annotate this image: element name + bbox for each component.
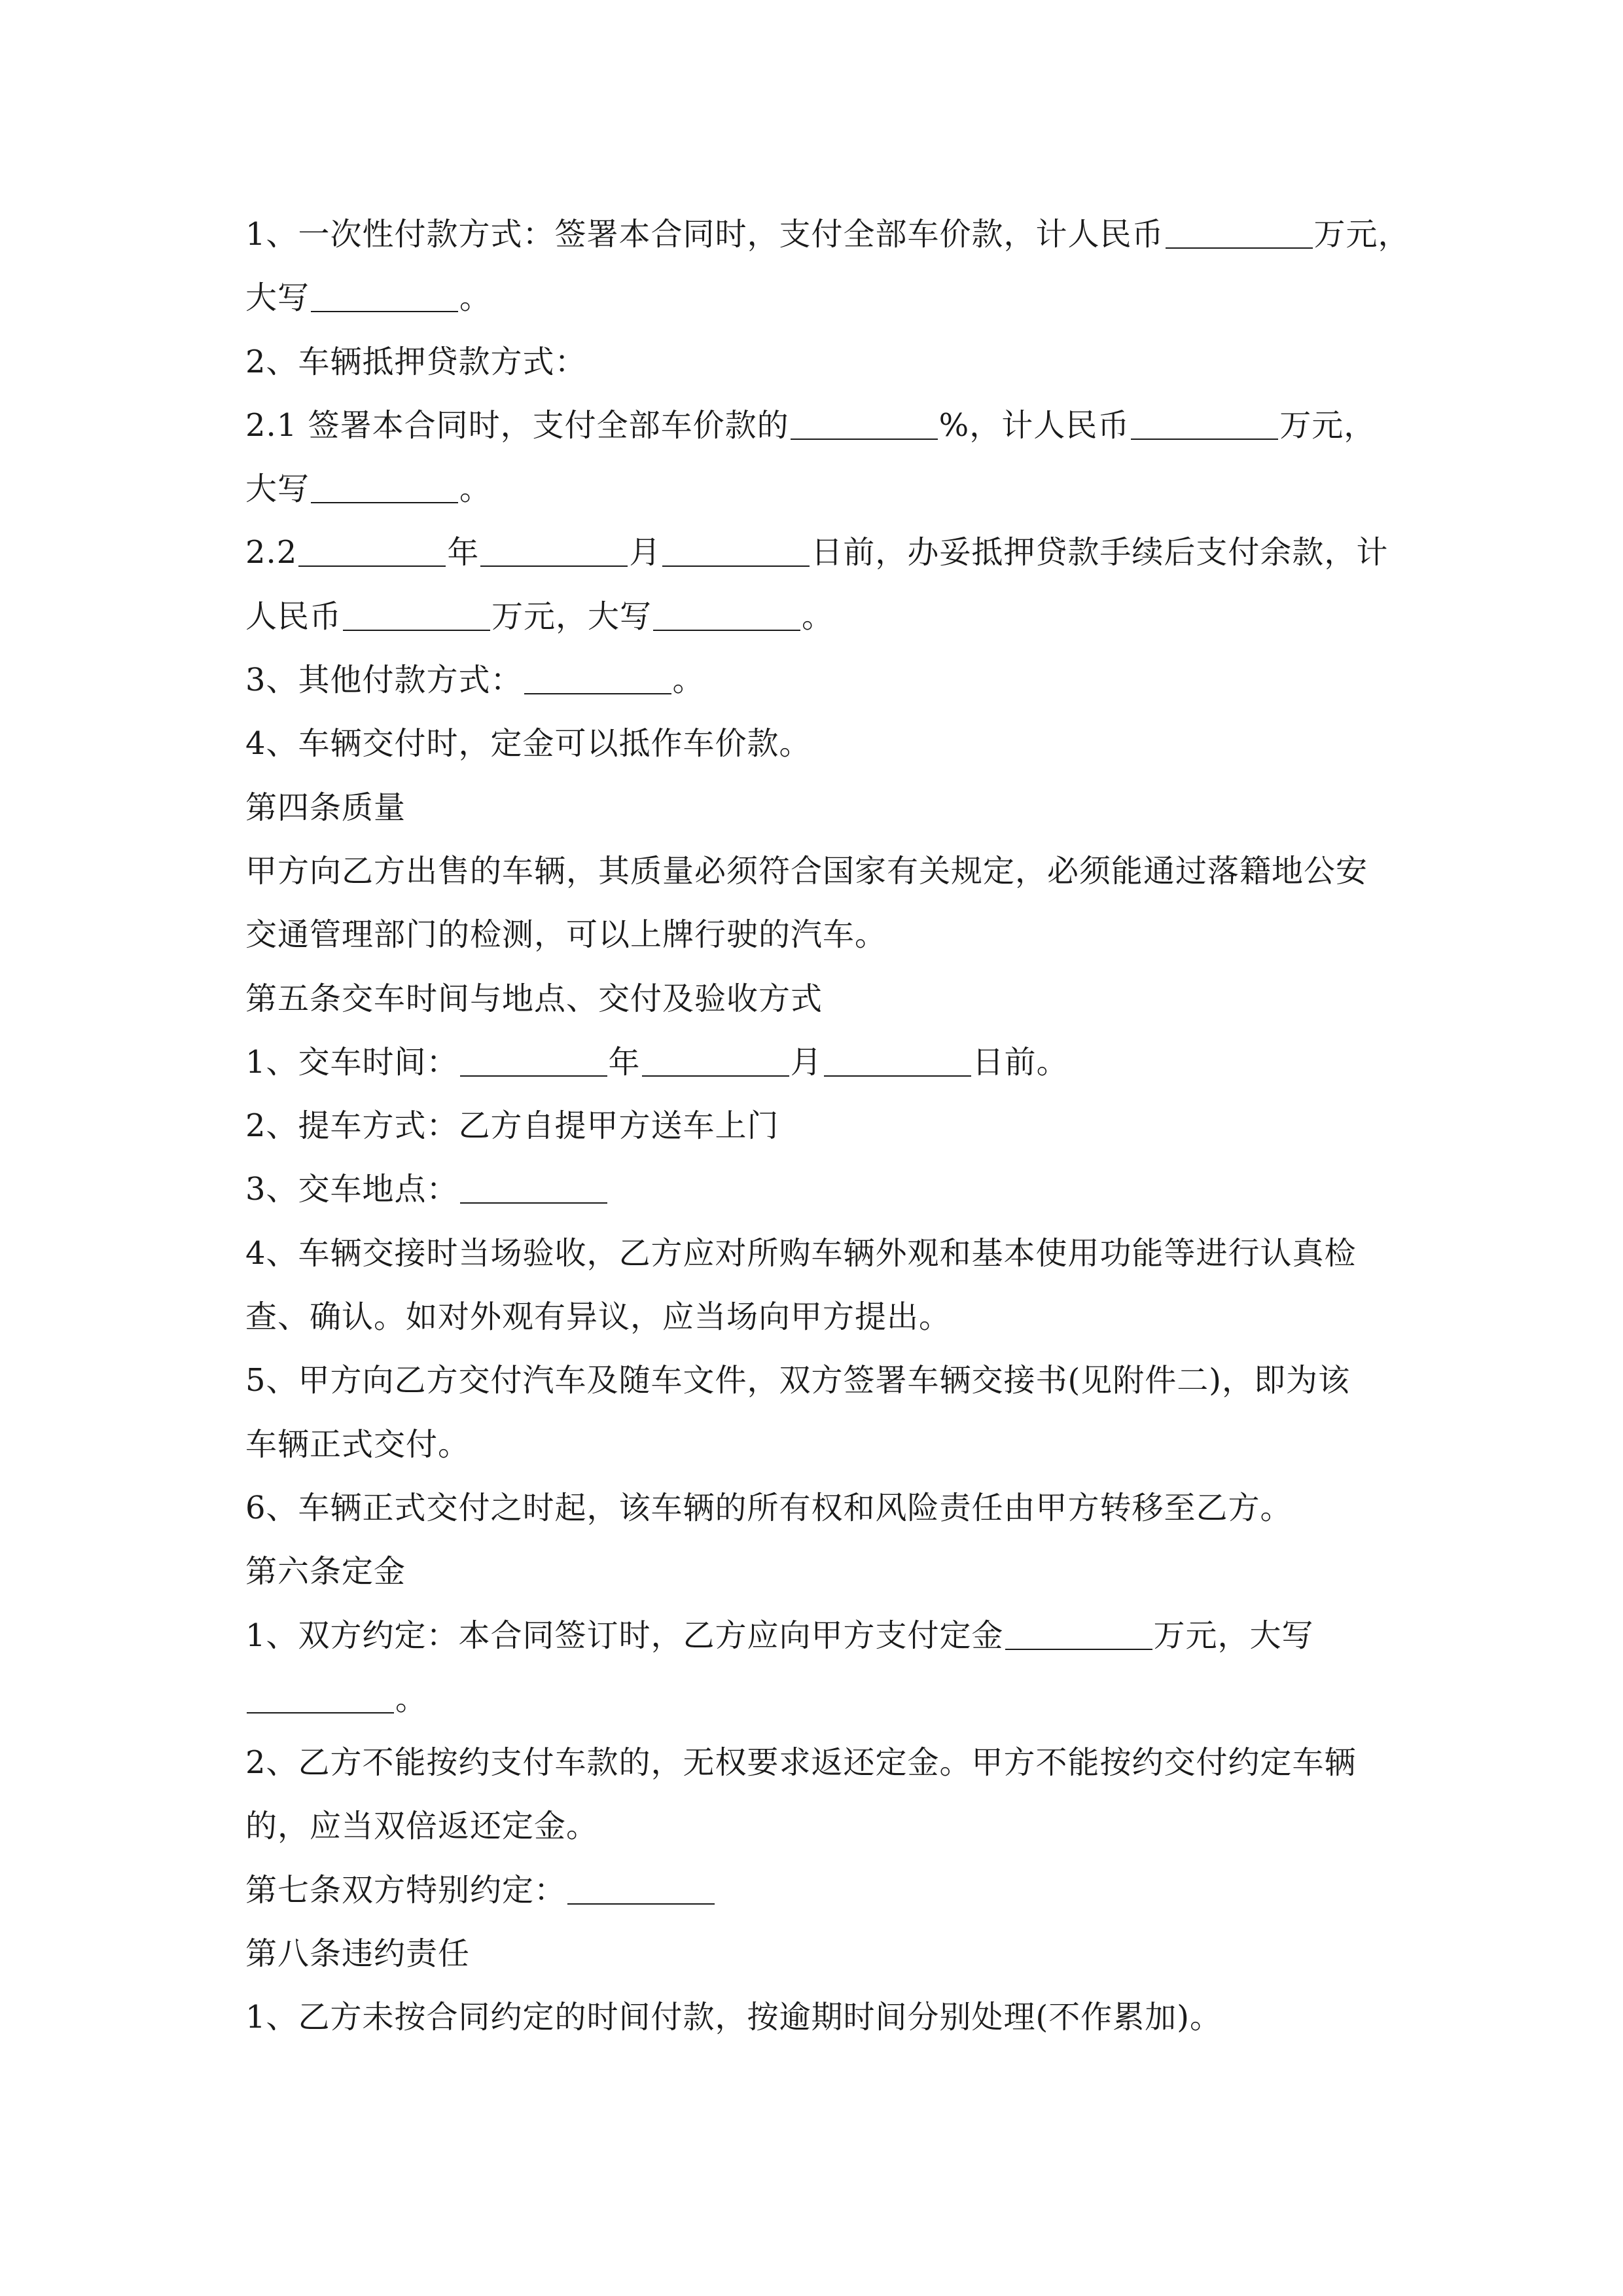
day-blank [662, 565, 810, 567]
other-payment-blank [524, 692, 671, 694]
text-segment: 2.1 签署本合同时，支付全部车价款的 [245, 406, 789, 444]
text-segment: 日前，办妥抵押贷款手续后支付余款，计 [811, 534, 1389, 571]
deposit-line-1 [245, 1604, 1397, 1668]
text-segment: 2、提车方式：乙方自提甲方送车上门 [245, 1107, 779, 1145]
text-segment: 。 [395, 1680, 428, 1717]
amount-blank [1166, 247, 1313, 249]
text-segment: 人民币 [245, 598, 342, 635]
article-8-heading [245, 1922, 1397, 1986]
other-payment-line [245, 649, 1397, 712]
text-segment: 6、车辆正式交付之时起，该车辆的所有权和风险责任由甲方转移至乙方。 [245, 1489, 1293, 1526]
inspection-line-2 [245, 1285, 1397, 1349]
payment-lump-sum-line-1 [245, 203, 1410, 266]
text-segment: 第四条质量 [245, 789, 406, 826]
article-6-heading [245, 1540, 1397, 1604]
article-5-heading [245, 967, 1397, 1031]
text-segment: 。 [802, 598, 834, 635]
delivery-time-line [245, 1031, 1397, 1094]
text-segment: 交通管理部门的检测，可以上牌行驶的汽车。 [245, 916, 887, 954]
delivery-location-line [245, 1158, 1397, 1221]
text-segment: 2、乙方不能按约支付车款的，无权要求返还定金。甲方不能按约交付约定车辆 [245, 1744, 1357, 1782]
text-segment: 日前。 [972, 1043, 1069, 1081]
mortgage-loan-heading [245, 331, 1397, 394]
deposit-line-2 [245, 1668, 1397, 1731]
text-segment: 1、乙方未按合同约定的时间付款，按逾期时间分别处理(不作累加)。 [245, 1999, 1222, 2036]
text-segment: 万元，大写 [491, 598, 652, 635]
text-segment: 第五条交车时间与地点、交付及验收方式 [245, 980, 823, 1017]
text-segment: 大写 [245, 471, 310, 508]
handover-line-1 [245, 1349, 1397, 1412]
text-segment: 2.2 [245, 534, 298, 571]
text-segment: 4、车辆交接时当场验收，乙方应对所购车辆外观和基本使用功能等进行认真检 [245, 1234, 1357, 1272]
text-segment: 4、车辆交付时，定金可以抵作车价款。 [245, 725, 812, 762]
deposit-offset-line [245, 712, 1397, 776]
text-segment: 万元， [1279, 406, 1376, 444]
deposit-forfeit-line-1 [245, 1731, 1397, 1795]
text-segment: 月 [790, 1043, 823, 1081]
text-segment: 第八条违约责任 [245, 1935, 471, 1973]
uppercase-amount-blank [247, 1712, 394, 1713]
amount-blank [343, 629, 490, 631]
inspection-line-1 [245, 1222, 1397, 1285]
text-segment: 。 [459, 279, 492, 317]
text-segment: 2、车辆抵押贷款方式： [245, 343, 587, 380]
special-terms-blank [567, 1903, 715, 1905]
text-segment: 5、甲方向乙方交付汽车及随车文件，双方签署车辆交接书(见附件二)，即为该 [245, 1362, 1350, 1399]
text-segment: 3、交车地点： [245, 1171, 459, 1208]
amount-blank [1131, 438, 1278, 440]
text-segment: 1、一次性付款方式：签署本合同时，支付全部车价款，计人民币 [245, 216, 1164, 253]
day-blank [824, 1075, 971, 1077]
text-segment: 1、交车时间： [245, 1043, 459, 1081]
quality-line-1 [245, 840, 1397, 903]
mortgage-balance-line-2 [245, 585, 1397, 649]
text-segment: 车辆正式交付。 [245, 1426, 471, 1463]
mortgage-balance-line-1 [245, 521, 1397, 584]
text-segment: 大写 [245, 279, 310, 317]
text-segment: 。 [672, 662, 705, 699]
location-blank [460, 1202, 607, 1204]
text-segment: 第六条定金 [245, 1553, 406, 1590]
ownership-transfer-line [245, 1477, 1397, 1540]
text-segment: 查、确认。如对外观有异议，应当场向甲方提出。 [245, 1299, 952, 1336]
text-segment: 甲方向乙方出售的车辆，其质量必须符合国家有关规定，必须能通过落籍地公安 [245, 852, 1368, 889]
text-segment: 第七条双方特别约定： [245, 1871, 567, 1909]
text-segment: 1、双方约定：本合同签订时，乙方应向甲方支付定金 [245, 1617, 1004, 1654]
text-segment: 万元，大写 [1153, 1617, 1314, 1654]
deposit-amount-blank [1005, 1648, 1152, 1650]
mortgage-down-payment-line-1 [245, 394, 1397, 457]
text-segment: 月 [629, 534, 662, 571]
uppercase-amount-blank [311, 310, 458, 312]
payment-lump-sum-line-2 [245, 266, 1397, 330]
article-4-heading [245, 776, 1397, 840]
month-blank [480, 565, 628, 567]
late-payment-line [245, 1986, 1397, 2049]
uppercase-amount-blank [653, 629, 800, 631]
contract-page [245, 203, 1410, 2050]
text-segment: 年 [447, 534, 480, 571]
text-segment: 。 [459, 471, 492, 508]
year-blank [460, 1075, 607, 1077]
text-segment: %，计人民币 [938, 406, 1130, 444]
deposit-forfeit-line-2 [245, 1795, 1397, 1858]
mortgage-down-payment-line-2 [245, 457, 1397, 521]
text-segment: 3、其他付款方式： [245, 662, 523, 699]
text-segment: 万元， [1313, 216, 1410, 253]
month-blank [642, 1075, 789, 1077]
handover-line-2 [245, 1413, 1397, 1477]
percent-blank [791, 438, 938, 440]
article-7-heading [245, 1859, 1397, 1922]
quality-line-2 [245, 903, 1397, 967]
text-segment: 的，应当双倍返还定金。 [245, 1808, 599, 1845]
uppercase-amount-blank [311, 501, 458, 503]
text-segment: 年 [608, 1043, 641, 1081]
pickup-method-line [245, 1094, 1397, 1158]
year-blank [298, 565, 446, 567]
